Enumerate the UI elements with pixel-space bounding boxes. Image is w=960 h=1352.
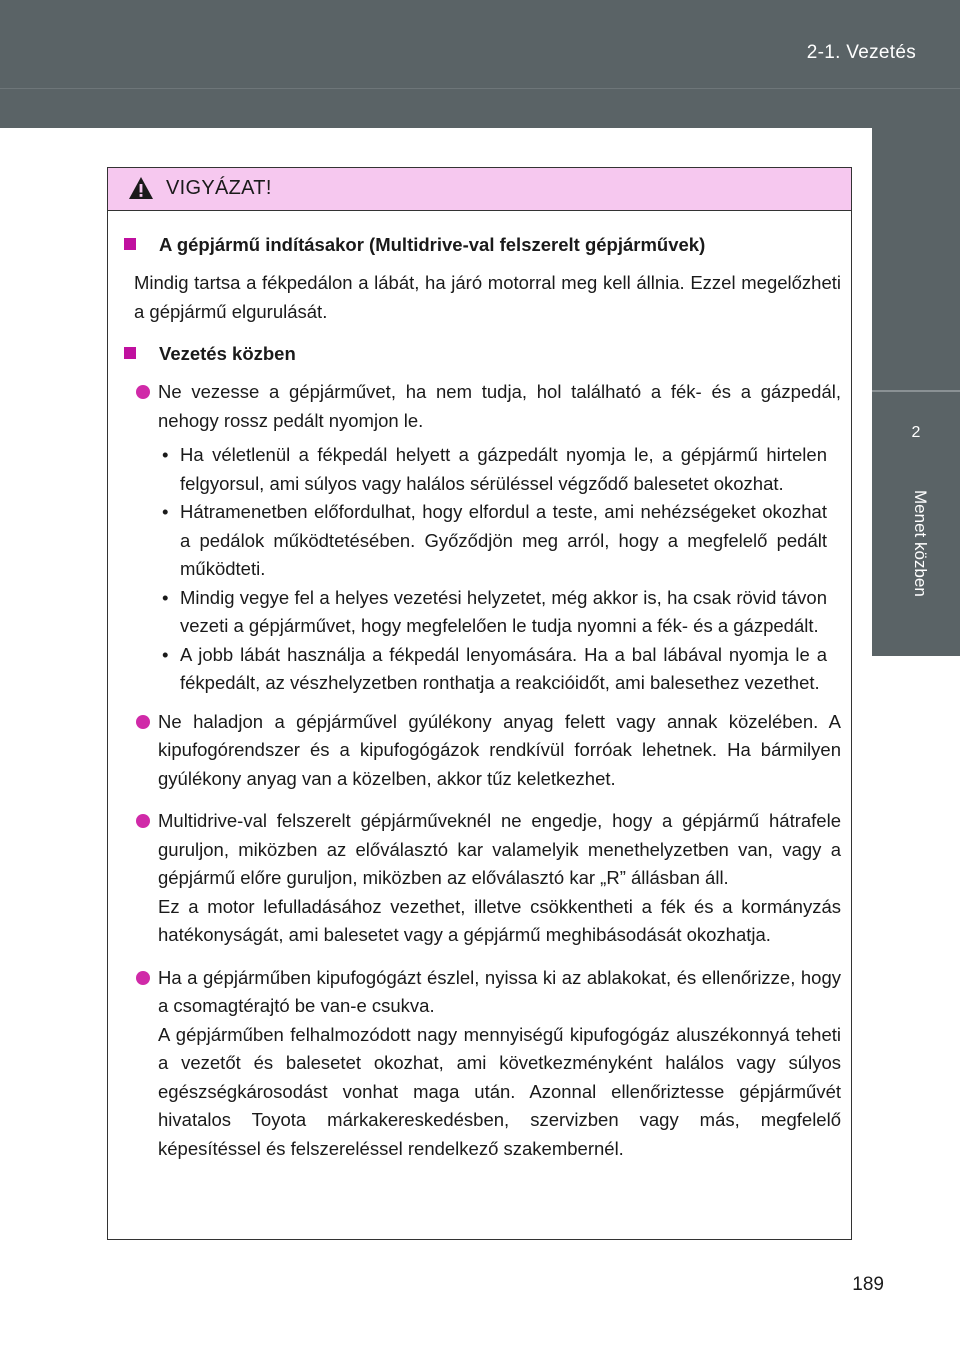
list-item-text: Ne haladjon a gépjárművel gyúlékony anyag felett vagy annak közelében. A kipufogórendszer és a kipufogógázok rendkívül forróak lehetnek. Ha bármilyen gyúlékony anyag van a közelben, akkor tűz keletkezhet. <box>158 710 841 789</box>
list-item <box>134 964 841 1164</box>
page-number: 189 <box>852 1274 884 1295</box>
section-heading-text: A gépjármű indításakor (Multidrive-val felszerelt gépjárművek) <box>159 234 706 255</box>
sub-bullet-text: A jobb lábát használja a fékpedál lenyomására. Ha a bal lábával nyomja le a fékpedált, az vészhelyzetben ronthatja a reakcióidőt, ami balesethez vezethet. <box>180 643 827 693</box>
warning-header <box>108 168 851 211</box>
sub-bullet <box>162 498 827 584</box>
circle-bullet-icon <box>136 385 150 399</box>
list-item <box>134 708 841 794</box>
section-paragraph: Mindig tartsa a fékpedálon a lábát, ha járó motorral meg kell állnia. Ezzel megelőzheti a gépjármű elgurulását. <box>134 272 841 322</box>
sub-bullet-text: Hátramenetben előfordulhat, hogy elfordul a teste, ami nehézségeket okozhat a pedálok működtetésében. Győződjön meg arról, hogy a megfelelő pedált működteti. <box>180 501 827 579</box>
sub-bullet <box>162 441 827 498</box>
list-item <box>134 378 841 435</box>
circle-bullet-icon <box>136 715 150 729</box>
square-bullet-icon <box>124 238 136 250</box>
square-bullet-icon <box>124 347 136 359</box>
section-title: 2-1. Vezetés <box>806 42 916 63</box>
circle-bullet-icon <box>136 814 150 828</box>
bullet-dot-icon: • <box>162 501 169 522</box>
sub-bullet-list <box>162 441 827 698</box>
header-divider <box>0 88 960 89</box>
list-item-text-continued: Ez a motor lefulladásához vezethet, illetve csökkentheti a fék és a kormányzás hatékonyságát, ami balesetet vagy a gépjármű meghibásodását okozhatja. <box>158 895 841 945</box>
circle-bullet-icon <box>136 971 150 985</box>
section-heading <box>124 340 831 368</box>
header-band <box>0 0 960 128</box>
list-item <box>134 807 841 950</box>
bullet-dot-icon: • <box>162 586 169 608</box>
sub-bullet-text: Ha véletlenül a fékpedál helyett a gázpedált nyomja le, a gépjármű hirtelen felgyorsul, ami súlyos vagy halálos sérüléssel végződő balesetet okozhat. <box>180 444 827 494</box>
warning-triangle-icon <box>128 176 154 205</box>
list-item-text-continued: A gépjárműben felhalmozódott nagy mennyiségű kipufogógáz aluszékonnyá teheti a vezetőt és balesetet okozhat, ami következményként halálos vagy súlyos egészségkárosodást vonhat maga után. Azonnal ellenőriztesse gépjárművét hivatalos Toyota márkakereskedésben, szervizben vagy más, megfelelő képesítéssel és felszereléssel rendelkező szakembernél. <box>158 1023 841 1159</box>
warning-title: VIGYÁZAT! <box>166 177 272 199</box>
list-item-text: Ne vezesse a gépjárművet, ha nem tudja, hol található a fék- és a gázpedál, nehogy rossz pedált nyomjon le. <box>158 381 841 431</box>
sub-bullet-text: Mindig vegye fel a helyes vezetési helyzetet, még akkor is, ha csak rövid távon vezeti a gépjárművet, hogy megfelelően le tudja nyomni a fék- és a gázpedált. <box>180 586 827 636</box>
bullet-dot-icon: • <box>162 643 169 665</box>
section-heading-text: Vezetés közben <box>159 343 296 364</box>
chapter-label: Menet közben <box>911 490 930 597</box>
warning-box <box>107 167 852 1240</box>
sub-bullet <box>162 584 827 641</box>
section-heading <box>124 231 831 259</box>
bullet-dot-icon: • <box>162 444 169 465</box>
list-item-text: Multidrive-val felszerelt gépjárműveknél ne engedje, hogy a gépjármű hátrafele guruljon, miközben az előválasztó kar valamelyik menethelyzetben van, vagy a gépjármű előre guruljon, miközben az előválasztó kar „R” állásban áll. <box>158 810 841 888</box>
sub-bullet <box>162 641 827 698</box>
list-item-text: Ha a gépjárműben kipufogógázt észlel, nyissa ki az ablakokat, és ellenőrizze, hogy a csomagtérajtó be van-e csukva. <box>158 966 841 1016</box>
side-tab-upper <box>872 128 960 392</box>
chapter-number: 2 <box>911 424 921 441</box>
warning-body <box>108 211 851 1163</box>
